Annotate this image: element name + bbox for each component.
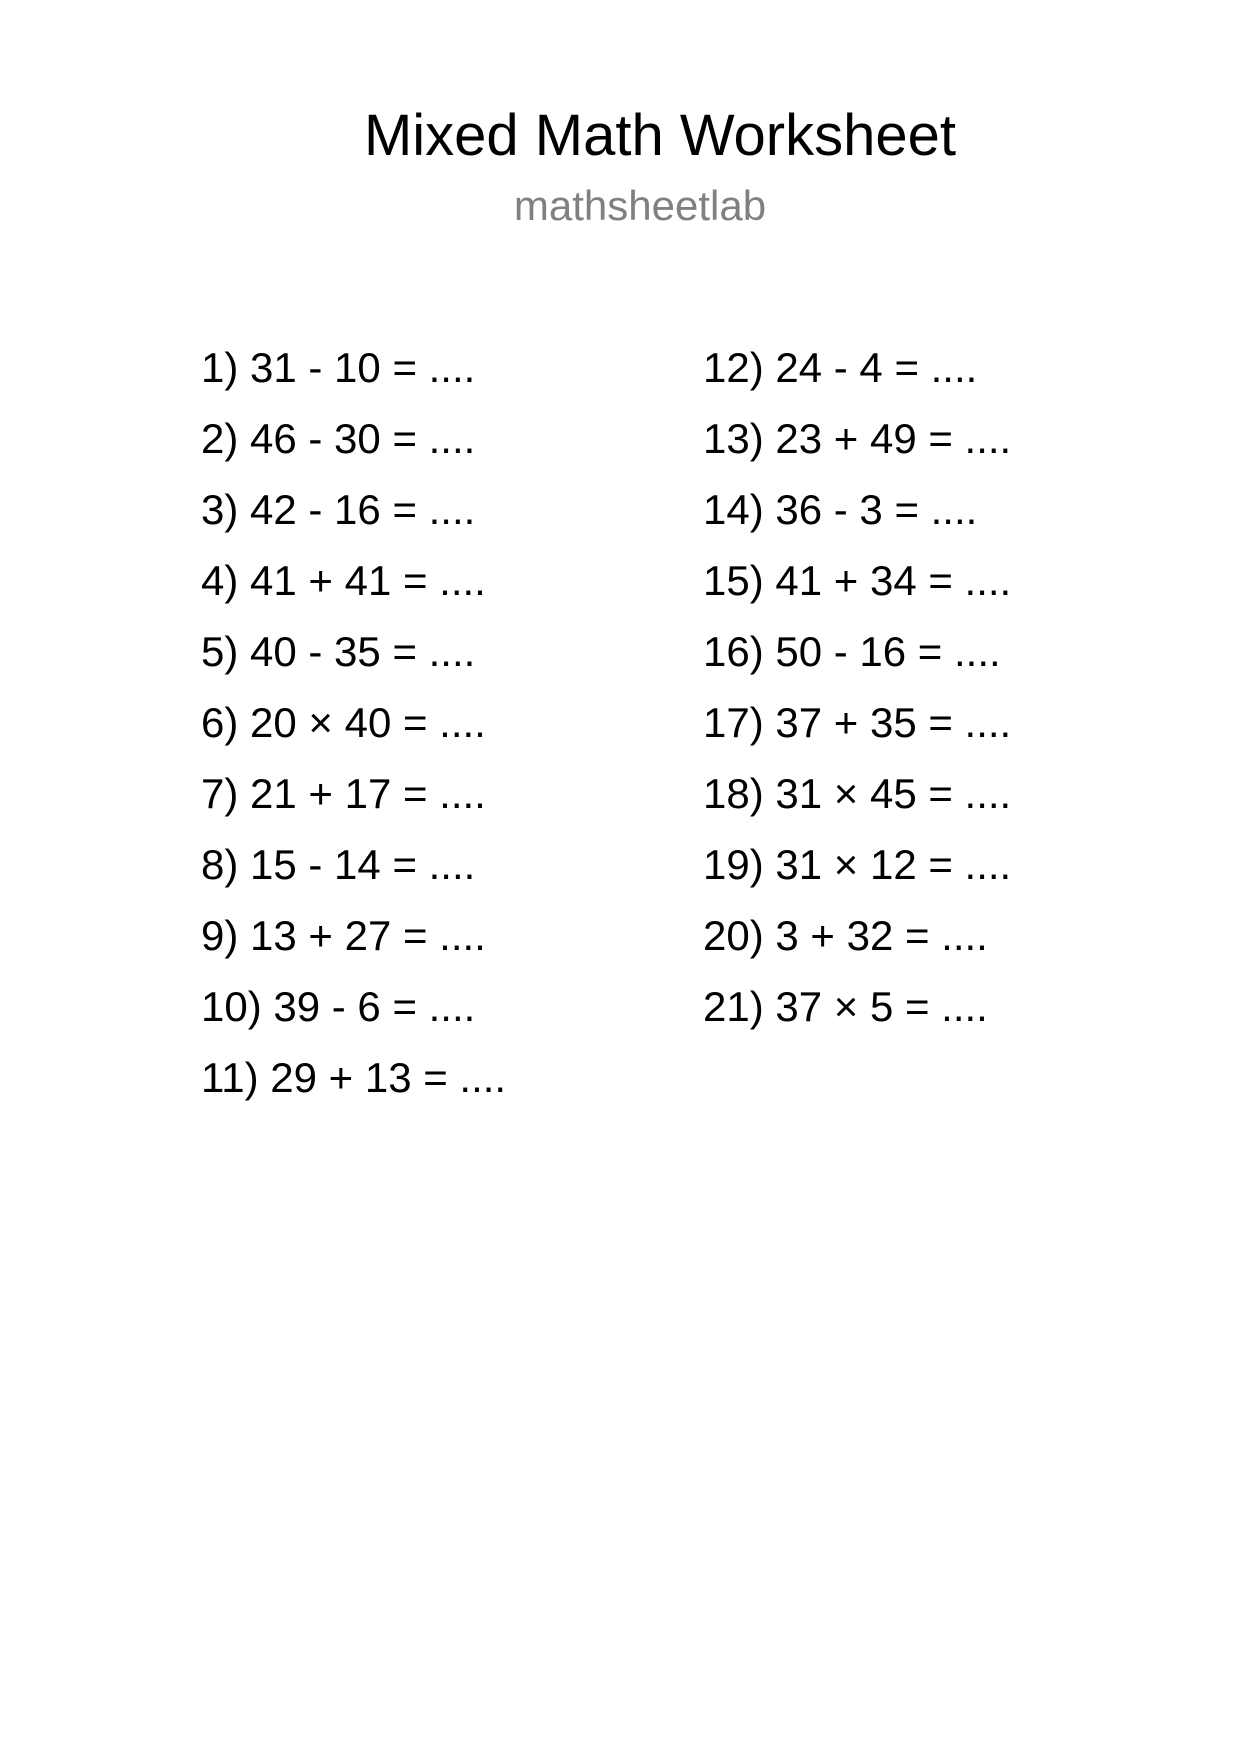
problem-item: 16) 50 - 16 = .... (703, 628, 1001, 675)
problems-column-right (703, 344, 1011, 1054)
problem-item: 12) 24 - 4 = .... (703, 344, 978, 391)
problem-item: 4) 41 + 41 = .... (201, 557, 486, 604)
problem-item: 9) 13 + 27 = .... (201, 912, 486, 959)
source-label: mathsheetlab (513, 182, 767, 229)
problem-item: 11) 29 + 13 = .... (201, 1054, 507, 1101)
problem-item: 10) 39 - 6 = .... (201, 983, 476, 1030)
problem-item: 2) 46 - 30 = .... (201, 415, 476, 462)
problem-item: 20) 3 + 32 = .... (703, 912, 988, 959)
problem-item: 1) 31 - 10 = .... (201, 344, 476, 391)
problem-item: 15) 41 + 34 = .... (703, 557, 1012, 604)
problem-item: 17) 37 + 35 = .... (703, 699, 1012, 746)
problem-item: 5) 40 - 35 = .... (201, 628, 476, 675)
problem-item: 8) 15 - 14 = .... (201, 841, 476, 888)
page-title: Mixed Math Worksheet (363, 103, 957, 168)
problem-item: 3) 42 - 16 = .... (201, 486, 476, 533)
problem-item: 21) 37 × 5 = .... (703, 983, 988, 1030)
problem-item: 19) 31 × 12 = .... (703, 841, 1012, 888)
problems-column-left (201, 344, 506, 1125)
problem-item: 13) 23 + 49 = .... (703, 415, 1012, 462)
problem-item: 6) 20 × 40 = .... (201, 699, 486, 746)
problem-item: 18) 31 × 45 = .... (703, 770, 1012, 817)
problem-item: 14) 36 - 3 = .... (703, 486, 978, 533)
problem-item: 7) 21 + 17 = .... (201, 770, 486, 817)
